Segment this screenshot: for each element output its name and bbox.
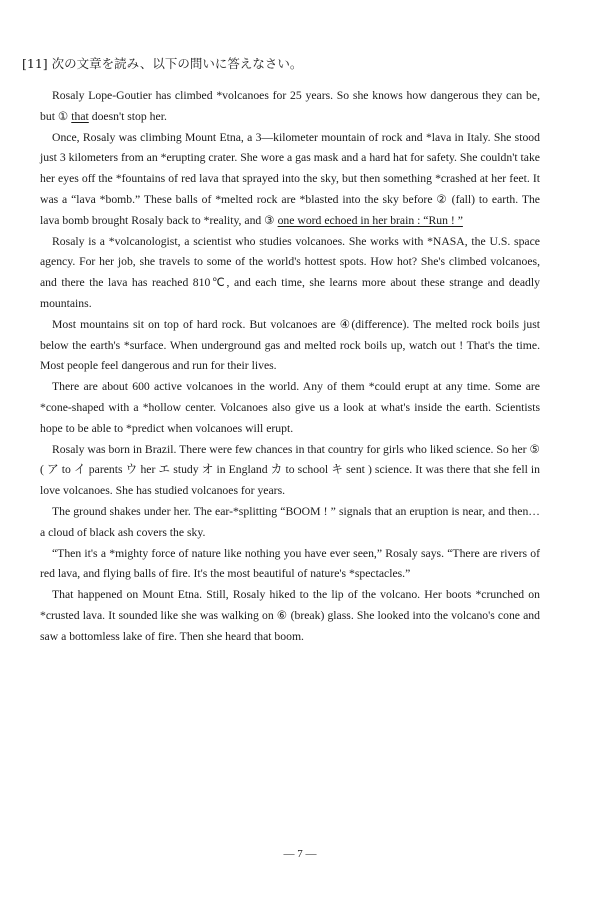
page-number: — 7 — [283, 848, 317, 860]
paragraph-2 [40, 128, 540, 232]
paragraph-7 [40, 502, 540, 544]
paragraph-text: Rosaly is a *volcanologist, a scientist who studies volcanoes. She works with *NASA, the U.S. space agency. For her job, she travels to some of the world's hottest spots. How hot? She's climbed volcanoes, and there the lava has reached 810℃, and each time, she learns more about these strange and deadly mountains. [40, 234, 540, 310]
paragraph-6 [40, 440, 540, 502]
paragraph-3 [40, 232, 540, 315]
paragraph-5 [40, 377, 540, 439]
paragraph-text: That happened on Mount Etna. Still, Rosaly hiked to the lip of the volcano. Her boots *crunched on *crusted lava. It sounded like she was walking on ⑥ (break) glass. She looked into the volcano's cone and saw a bottomless lake of fire. Then she heard that boom. [40, 588, 540, 643]
paragraph-1 [40, 86, 540, 128]
question-heading: [11] 次の文章を読み、以下の問いに答えなさい。 [22, 56, 303, 71]
passage [40, 86, 540, 648]
paragraph-9 [40, 585, 540, 647]
paragraph-8 [40, 544, 540, 586]
paragraph-text: Rosaly Lope-Goutier has climbed *volcanoes for 25 years. So she knows how dangerous they can be, but ① [40, 89, 540, 123]
paragraph-4 [40, 315, 540, 377]
paragraph-text: Rosaly was born in Brazil. There were few chances in that country for girls who liked science. So her ⑤ ( ア to イ parents ウ her エ study オ in England カ to school キ sent ) science. It was there that she fell in love volcanoes. She has studied volcanoes for years. [40, 442, 540, 498]
underlined-that: that [71, 109, 89, 123]
paragraph-text: doesn't stop her. [88, 109, 167, 123]
paragraph-text: “Then it's a *mighty force of nature like nothing you have ever seen,” Rosaly says. “There are rivers of red lava, and flying balls of fire. It's the most beautiful of nature's *spectacles.” [40, 546, 540, 581]
paragraph-text: Most mountains sit on top of hard rock. But volcanoes are ④(difference). The melted rock boils just below the earth's *surface. When underground gas and melted rock boils up, watch out ! That's the time. Most people feel dangerous and run for their lives. [40, 317, 540, 373]
paragraph-text: The ground shakes under her. The ear-*splitting “BOOM ! ” signals that an eruption is near, and then… a cloud of black ash covers the sky. [40, 504, 540, 539]
paragraph-text: Once, Rosaly was climbing Mount Etna, a 3—kilometer mountain of rock and *lava in Italy. She stood just 3 kilometers from an *erupting crater. She wore a gas mask and a hard hat for safety. She couldn't take her eyes off the *fountains of red lava that sprayed into the sky, but then something *crashed at her feet. It was a “lava *bomb.” These balls of *melted rock are *blasted into the sky before ② (fall) to earth. The lava bomb brought Rosaly back to *reality, and ③ [40, 130, 540, 227]
underlined-phrase-3: one word echoed in her brain : “Run ! ” [277, 213, 463, 227]
paragraph-text: There are about 600 active volcanoes in the world. Any of them *could erupt at any time. Some are *cone-shaped with a *hollow center. Volcanoes also give us a look at what's inside the earth. Scientists hope to be able to *predict when volcanoes will erupt. [40, 380, 540, 435]
